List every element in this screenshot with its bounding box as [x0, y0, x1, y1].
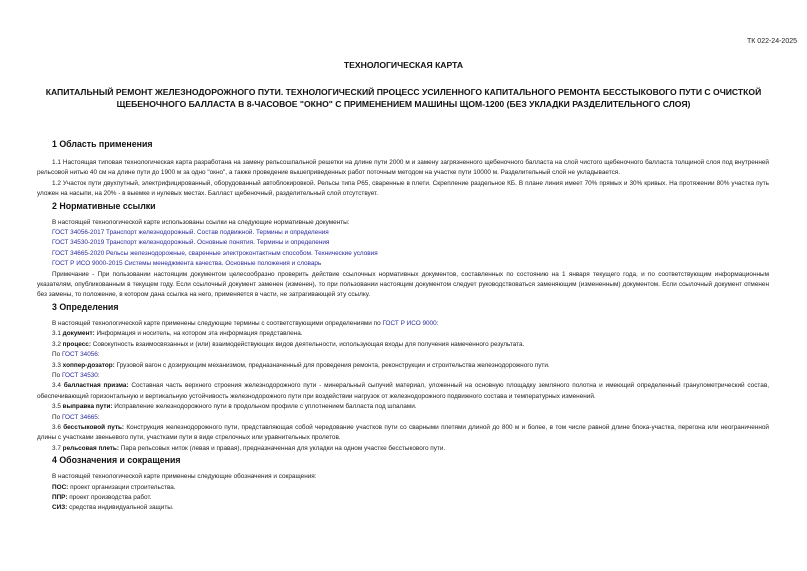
source-prefix: По	[52, 413, 62, 421]
definition-item	[52, 340, 769, 350]
definitions-intro-text: В настоящей технологической карте применены следующие термины с соответствующими определениями по	[52, 319, 383, 327]
definition-number: 3.5	[52, 403, 61, 411]
definition-item	[52, 329, 769, 339]
definition-number: 3.2	[52, 340, 61, 348]
definitions-intro-link[interactable]: ГОСТ Р ИСО 9000	[382, 319, 437, 327]
reference-link-gost-34665[interactable]: ГОСТ 34665-2020 Рельсы железнодорожные, сваренные электроконтактным способом. Технические условия	[52, 249, 378, 257]
abbreviation-item	[52, 493, 769, 503]
abbreviation-text: проект производства работ.	[67, 493, 152, 501]
abbreviation-text: проект организации строительства.	[68, 483, 176, 491]
abbreviation-term: ПОС:	[52, 483, 69, 491]
document-subtitle: КАПИТАЛЬНЫЙ РЕМОНТ ЖЕЛЕЗНОДОРОЖНОГО ПУТИ. ТЕХНОЛОГИЧЕСКИЙ ПРОЦЕСС УСИЛЕННОГО КАПИТАЛЬНОГО РЕМОНТА БЕССТЫКОВОГО ПУТИ С ОЧИСТКОЙ ЩЕБЕНОЧНОГО БАЛЛАСТА В 8-ЧАСОВОЕ "ОКНО" С ПРИМЕНЕНИЕМ МАШИНЫ ЩОМ-1200 (БЕЗ УКЛАДКИ РАЗДЕЛИТЕЛЬНОГО СЛОЯ)	[45, 87, 762, 109]
definition-item	[52, 402, 769, 412]
definition-item	[37, 423, 769, 444]
definition-term: бесстыковой путь:	[63, 423, 125, 431]
definitions-intro-suffix: :	[436, 319, 439, 327]
definition-text: Информация и носитель, на котором эта информация представлена.	[94, 330, 303, 338]
definition-text: Исправление железнодорожного пути в продольном профиле с уплотнением балласта под шпалами.	[112, 403, 417, 411]
reference-link-gost-34530[interactable]: ГОСТ 34530-2019 Транспорт железнодорожный. Основные понятия. Термины и определения	[52, 239, 330, 247]
document-body	[37, 138, 769, 514]
definition-item	[52, 361, 769, 371]
source-link-gost-34530[interactable]: ГОСТ 34530	[61, 371, 98, 379]
source-suffix: :	[97, 413, 100, 421]
definitions-source-gost-34665	[52, 413, 769, 423]
definition-number: 3.1	[52, 330, 61, 338]
abbreviation-text: средства индивидуальной защиты.	[67, 504, 174, 512]
source-prefix: По	[52, 371, 62, 379]
paragraph-1-1: 1.1 Настоящая типовая технологическая карта разработана на замену рельсошпальной решетки на длине пути 2000 м и замену загрязненного щебеночного балласта на слой чистого щебеночного балласта толщиной слоя под внутренней рельсовой нитью 40 см на длине пути до 1900 м за одно "окно", а также проведение вышеприведенных работ поточным методом на участке пути 10000 м. Разделительный слой не укладывается.	[37, 159, 769, 177]
definition-term: рельсовая плеть:	[62, 444, 119, 452]
definition-number: 3.6	[52, 423, 61, 431]
definitions-source-gost-34056	[52, 350, 769, 360]
definition-term: выправка пути:	[62, 403, 113, 411]
document-title: ТЕХНОЛОГИЧЕСКАЯ КАРТА	[343, 60, 464, 70]
definition-number: 3.3	[52, 361, 61, 369]
definition-term: хоппер-дозатор:	[62, 361, 115, 369]
definition-text: Конструкция железнодорожного пути, представляющая собой чередование участков пути со сварными плетями длиной до 800 м и более, в том числе равной длине блока-участка, перегона или неограниченной длины с участками звеньевого пути, участками пути в виде стрелочных или уравнительных пролетов.	[37, 423, 769, 442]
definition-number: 3.4	[52, 382, 61, 390]
source-prefix: По	[52, 351, 62, 359]
paragraph-1-2: 1.2 Участок пути двухпутный, электрифицированный, оборудованный автоблокировкой. Рельсы типа Р65, сваренные в плети. Скрепление раздельное КБ. В плане линия имеет 70% прямых и 30% кривых. На протяжении 80% участка путь уложен на насыпи, на 20% - в выемке и нулевых местах. Балласт щебеночный, разделительный слой отсутствует.	[37, 179, 769, 198]
reference-link-gost-iso-9000[interactable]: ГОСТ Р ИСО 9000-2015 Системы менеджмента качества. Основные положения и словарь	[52, 260, 322, 268]
definitions-source-gost-34530	[52, 371, 769, 381]
source-suffix: :	[97, 371, 100, 379]
abbreviation-term: СИЗ:	[52, 504, 68, 512]
section-heading-scope: 1 Область применения	[52, 139, 153, 149]
definition-number: 3.7	[52, 444, 61, 452]
definition-term: документ:	[62, 330, 95, 338]
definition-text: Грузовой вагон с дозирующим механизмом, предназначенный для проведения ремонта, реконструкции и строительства железнодорожного пути.	[114, 361, 550, 369]
definition-term: балластная призма:	[63, 382, 129, 390]
section-heading-references: 2 Нормативные ссылки	[52, 200, 156, 211]
document-code: ТК 022-24-2025	[747, 38, 797, 45]
section-heading-abbreviations: 4 Обозначения и сокращения	[52, 455, 181, 466]
abbreviations-intro: В настоящей технологической карте применены следующие обозначения и сокращения:	[52, 473, 317, 481]
definition-text: Совокупность взаимосвязанных и (или) взаимодействующих видов деятельности, использующая входы для получения намеченного результата.	[90, 340, 525, 348]
section-heading-definitions: 3 Определения	[52, 301, 119, 312]
definition-item	[37, 381, 769, 402]
reference-link-gost-34056[interactable]: ГОСТ 34056-2017 Транспорт железнодорожный. Состав подвижной. Термины и определения	[52, 229, 329, 237]
definition-text: Составная часть верхнего строения железнодорожного пути - минеральный сыпучий материал, уложенный на основную площадку земляного полотна и имеющий определенный гранулометрический состав, обеспечивающий горизонтальную и вертикальную устойчивость железнодорожного пути при воздействии нагрузок от железнодорожного подвижного состава и температурных изменений.	[37, 382, 769, 400]
abbreviation-item	[52, 483, 769, 493]
references-note: Примечание - При пользовании настоящим документом целесообразно проверить действие ссылочных нормативных документов, составленных по состоянию на 1 января текущего года, и по соответствующим информационным указателям, опубликованным в текущем году. Если ссылочный документ заменен (изменен), то при пользовании настоящим документом следует руководствоваться заменяющим (измененным) документом. Если ссылочный документ отменен без замены, то положение, в котором дана ссылка на него, применяется в части, не затрагивающей эту ссылку.	[37, 270, 769, 299]
definition-term: процесс:	[62, 340, 91, 348]
abbreviation-term: ППР:	[52, 493, 68, 501]
abbreviation-item	[52, 503, 769, 513]
definition-text: Пара рельсовых ниток (левая и правая), предназначенная для укладки на одном участке бесстыкового пути.	[118, 444, 446, 452]
source-link-gost-34056[interactable]: ГОСТ 34056	[61, 351, 98, 359]
source-link-gost-34665[interactable]: ГОСТ 34665	[61, 413, 98, 421]
source-suffix: :	[97, 351, 100, 359]
definitions-intro	[52, 319, 769, 329]
references-intro: В настоящей технологической карте использованы ссылки на следующие нормативные документы:	[52, 218, 350, 226]
definition-item	[52, 444, 769, 454]
